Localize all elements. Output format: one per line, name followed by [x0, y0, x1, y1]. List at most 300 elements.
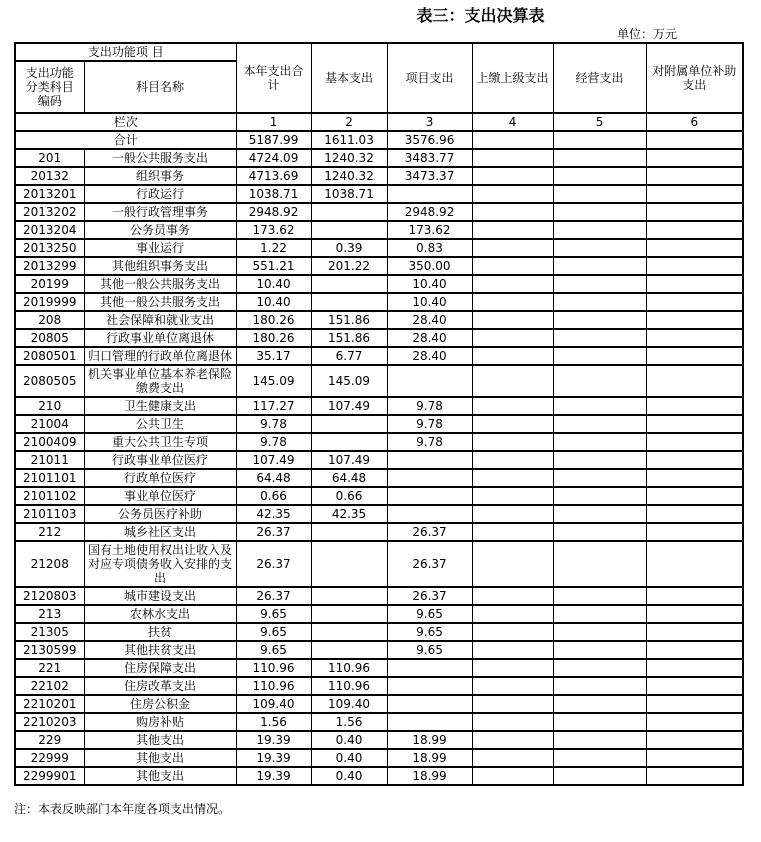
row-value — [646, 329, 743, 347]
table-row — [15, 523, 743, 541]
row-value — [646, 641, 743, 659]
table-row — [15, 329, 743, 347]
row-value — [646, 311, 743, 329]
row-value — [553, 433, 646, 451]
row-value — [553, 505, 646, 523]
lanci-number: 2 — [311, 113, 387, 131]
row-code: 2101102 — [15, 487, 84, 505]
row-value — [553, 523, 646, 541]
row-value: 9.65 — [387, 605, 472, 623]
total-value: 1611.03 — [311, 131, 387, 149]
row-value — [472, 623, 553, 641]
row-code: 2013250 — [15, 239, 84, 257]
row-code: 2013202 — [15, 203, 84, 221]
row-value — [311, 623, 387, 641]
row-code: 2120803 — [15, 587, 84, 605]
table-row — [15, 167, 743, 185]
header-name-label: 科目名称 — [84, 61, 236, 113]
row-value: 10.40 — [236, 275, 311, 293]
table-row — [15, 767, 743, 785]
row-value — [472, 203, 553, 221]
table-row — [15, 587, 743, 605]
table-row — [15, 397, 743, 415]
row-value: 9.78 — [387, 397, 472, 415]
row-value: 0.66 — [311, 487, 387, 505]
row-value — [387, 505, 472, 523]
header-col-total: 本年支出合计 — [236, 43, 311, 113]
row-code: 212 — [15, 523, 84, 541]
header-col-upper: 上缴上级支出 — [472, 43, 553, 113]
row-name: 其他组织事务支出 — [84, 257, 236, 275]
row-value: 0.83 — [387, 239, 472, 257]
total-value — [472, 131, 553, 149]
row-code: 2130599 — [15, 641, 84, 659]
row-name: 其他支出 — [84, 767, 236, 785]
header-group-title: 支出功能项 目 — [15, 43, 236, 61]
row-value — [553, 397, 646, 415]
row-value: 145.09 — [236, 365, 311, 397]
row-value: 26.37 — [387, 587, 472, 605]
row-value — [472, 415, 553, 433]
row-value: 109.40 — [236, 695, 311, 713]
row-value: 26.37 — [387, 523, 472, 541]
row-value: 173.62 — [387, 221, 472, 239]
row-value: 9.78 — [387, 433, 472, 451]
row-value — [646, 469, 743, 487]
table-row — [15, 185, 743, 203]
row-name: 行政运行 — [84, 185, 236, 203]
row-value — [472, 347, 553, 365]
row-value — [387, 659, 472, 677]
row-value — [646, 347, 743, 365]
row-value — [553, 659, 646, 677]
row-value — [472, 239, 553, 257]
row-value — [553, 167, 646, 185]
row-code: 20199 — [15, 275, 84, 293]
row-value: 10.40 — [236, 293, 311, 311]
table-row — [15, 731, 743, 749]
table-body — [15, 131, 743, 785]
row-name: 公共卫生 — [84, 415, 236, 433]
table-row — [15, 641, 743, 659]
row-name: 城乡社区支出 — [84, 523, 236, 541]
row-code: 2013299 — [15, 257, 84, 275]
total-value: 3576.96 — [387, 131, 472, 149]
row-value: 201.22 — [311, 257, 387, 275]
row-value — [472, 505, 553, 523]
row-name: 重大公共卫生专项 — [84, 433, 236, 451]
row-value — [646, 257, 743, 275]
row-value — [472, 451, 553, 469]
table-row — [15, 257, 743, 275]
row-value — [553, 623, 646, 641]
row-value: 1240.32 — [311, 167, 387, 185]
row-code: 2100409 — [15, 433, 84, 451]
row-value — [472, 641, 553, 659]
row-name: 住房公积金 — [84, 695, 236, 713]
row-name: 行政单位医疗 — [84, 469, 236, 487]
row-value — [646, 415, 743, 433]
row-value: 0.40 — [311, 731, 387, 749]
row-name: 其他支出 — [84, 749, 236, 767]
lanci-label: 栏次 — [15, 113, 236, 131]
row-value — [472, 433, 553, 451]
expenditure-table — [14, 42, 744, 786]
row-value — [553, 713, 646, 731]
row-value — [553, 185, 646, 203]
row-value: 1240.32 — [311, 149, 387, 167]
row-name: 事业单位医疗 — [84, 487, 236, 505]
row-value — [553, 415, 646, 433]
row-value: 145.09 — [311, 365, 387, 397]
table-row — [15, 433, 743, 451]
row-code: 2080505 — [15, 365, 84, 397]
table-row — [15, 221, 743, 239]
header-col-subsidy: 对附属单位补助支出 — [646, 43, 743, 113]
row-code: 20132 — [15, 167, 84, 185]
row-value — [472, 587, 553, 605]
row-value: 0.39 — [311, 239, 387, 257]
row-value — [646, 293, 743, 311]
row-code: 21305 — [15, 623, 84, 641]
row-value — [311, 587, 387, 605]
row-name: 公务员医疗补助 — [84, 505, 236, 523]
row-value — [553, 469, 646, 487]
row-code: 20805 — [15, 329, 84, 347]
lanci-number: 6 — [646, 113, 743, 131]
row-value — [472, 185, 553, 203]
row-value — [553, 641, 646, 659]
row-value — [553, 677, 646, 695]
row-value: 110.96 — [236, 677, 311, 695]
row-value — [387, 677, 472, 695]
page-title: 表三：支出决算表 — [416, 6, 545, 25]
row-name: 扶贫 — [84, 623, 236, 641]
row-code: 22102 — [15, 677, 84, 695]
row-code: 2210203 — [15, 713, 84, 731]
row-value — [553, 293, 646, 311]
row-name: 公务员事务 — [84, 221, 236, 239]
row-value — [553, 257, 646, 275]
row-name: 农林水支出 — [84, 605, 236, 623]
table-row — [15, 311, 743, 329]
row-name: 住房改革支出 — [84, 677, 236, 695]
row-name: 卫生健康支出 — [84, 397, 236, 415]
table-row — [15, 469, 743, 487]
lanci-number: 1 — [236, 113, 311, 131]
row-value: 151.86 — [311, 329, 387, 347]
row-value: 1.56 — [236, 713, 311, 731]
row-value — [553, 149, 646, 167]
table-row — [15, 487, 743, 505]
table-row — [15, 541, 743, 587]
row-value: 9.78 — [387, 415, 472, 433]
row-value: 4713.69 — [236, 167, 311, 185]
row-value — [472, 257, 553, 275]
row-value — [553, 587, 646, 605]
table-row — [15, 203, 743, 221]
row-value — [646, 433, 743, 451]
row-value — [646, 221, 743, 239]
row-value — [472, 365, 553, 397]
row-value: 26.37 — [387, 541, 472, 587]
row-value: 18.99 — [387, 731, 472, 749]
row-code: 22999 — [15, 749, 84, 767]
row-name: 购房补贴 — [84, 713, 236, 731]
row-value — [472, 541, 553, 587]
lanci-number: 3 — [387, 113, 472, 131]
row-value — [472, 311, 553, 329]
row-value: 9.65 — [236, 605, 311, 623]
row-name: 归口管理的行政单位离退休 — [84, 347, 236, 365]
row-value: 1.56 — [311, 713, 387, 731]
row-value — [553, 311, 646, 329]
row-value — [553, 541, 646, 587]
row-value: 1038.71 — [236, 185, 311, 203]
header-row-group — [15, 43, 743, 61]
row-value — [472, 695, 553, 713]
row-value — [553, 451, 646, 469]
row-code: 21011 — [15, 451, 84, 469]
header-col-basic: 基本支出 — [311, 43, 387, 113]
row-value — [472, 713, 553, 731]
row-value — [472, 767, 553, 785]
row-name: 事业运行 — [84, 239, 236, 257]
row-value: 9.78 — [236, 433, 311, 451]
row-value — [553, 329, 646, 347]
row-value — [646, 185, 743, 203]
row-value: 107.49 — [311, 397, 387, 415]
row-value: 173.62 — [236, 221, 311, 239]
row-name: 社会保障和就业支出 — [84, 311, 236, 329]
row-value — [553, 275, 646, 293]
row-value: 35.17 — [236, 347, 311, 365]
row-value — [387, 713, 472, 731]
row-value — [311, 221, 387, 239]
row-value — [646, 397, 743, 415]
row-value — [646, 541, 743, 587]
row-value: 42.35 — [311, 505, 387, 523]
row-value — [646, 239, 743, 257]
row-value — [311, 433, 387, 451]
row-value — [311, 523, 387, 541]
row-value: 110.96 — [311, 659, 387, 677]
table-row — [15, 149, 743, 167]
row-value: 10.40 — [387, 293, 472, 311]
row-value — [553, 731, 646, 749]
row-code: 21004 — [15, 415, 84, 433]
row-value: 0.40 — [311, 749, 387, 767]
table-row — [15, 293, 743, 311]
row-value: 19.39 — [236, 767, 311, 785]
row-value: 18.99 — [387, 767, 472, 785]
row-value — [646, 677, 743, 695]
footnote: 注：本表反映部门本年度各项支出情况。 — [14, 802, 231, 816]
row-value: 350.00 — [387, 257, 472, 275]
row-value — [646, 523, 743, 541]
row-value — [553, 487, 646, 505]
row-value: 28.40 — [387, 329, 472, 347]
header-code-label: 支出功能分类科目编码 — [15, 61, 84, 113]
row-value: 1038.71 — [311, 185, 387, 203]
row-code: 201 — [15, 149, 84, 167]
row-value: 109.40 — [311, 695, 387, 713]
row-value — [311, 293, 387, 311]
total-row — [15, 131, 743, 149]
row-code: 2019999 — [15, 293, 84, 311]
row-value — [387, 451, 472, 469]
row-value — [387, 185, 472, 203]
row-value — [472, 523, 553, 541]
row-name: 其他支出 — [84, 731, 236, 749]
table-row — [15, 275, 743, 293]
table-row — [15, 239, 743, 257]
row-value: 9.78 — [236, 415, 311, 433]
table-row — [15, 749, 743, 767]
row-value: 151.86 — [311, 311, 387, 329]
row-value — [472, 677, 553, 695]
row-value — [646, 149, 743, 167]
row-value: 9.65 — [236, 641, 311, 659]
row-value: 10.40 — [387, 275, 472, 293]
row-code: 221 — [15, 659, 84, 677]
row-value — [311, 203, 387, 221]
row-value: 64.48 — [236, 469, 311, 487]
row-code: 229 — [15, 731, 84, 749]
row-value — [472, 275, 553, 293]
row-value: 2948.92 — [236, 203, 311, 221]
row-value: 19.39 — [236, 731, 311, 749]
row-code: 2013201 — [15, 185, 84, 203]
row-value: 26.37 — [236, 523, 311, 541]
table-row — [15, 365, 743, 397]
row-value — [387, 695, 472, 713]
row-code: 2101101 — [15, 469, 84, 487]
table-row — [15, 677, 743, 695]
row-value — [553, 203, 646, 221]
row-value — [472, 605, 553, 623]
table-row — [15, 713, 743, 731]
row-value: 6.77 — [311, 347, 387, 365]
row-value — [646, 587, 743, 605]
row-name: 一般行政管理事务 — [84, 203, 236, 221]
row-value — [553, 767, 646, 785]
lanci-number: 4 — [472, 113, 553, 131]
row-value — [311, 275, 387, 293]
row-value — [472, 293, 553, 311]
row-value — [472, 469, 553, 487]
row-value — [646, 749, 743, 767]
row-value — [472, 221, 553, 239]
row-value — [646, 365, 743, 397]
row-value: 0.40 — [311, 767, 387, 785]
row-value — [311, 641, 387, 659]
row-value — [553, 749, 646, 767]
row-value: 2948.92 — [387, 203, 472, 221]
row-value: 110.96 — [236, 659, 311, 677]
row-value: 107.49 — [236, 451, 311, 469]
row-value — [646, 731, 743, 749]
row-value: 180.26 — [236, 329, 311, 347]
row-code: 2101103 — [15, 505, 84, 523]
table-row — [15, 505, 743, 523]
row-value — [646, 605, 743, 623]
row-value: 107.49 — [311, 451, 387, 469]
row-name: 机关事业单位基本养老保险缴费支出 — [84, 365, 236, 397]
row-code: 2299901 — [15, 767, 84, 785]
row-name: 城市建设支出 — [84, 587, 236, 605]
row-value — [472, 397, 553, 415]
row-value: 180.26 — [236, 311, 311, 329]
row-value: 28.40 — [387, 311, 472, 329]
row-value — [472, 167, 553, 185]
row-value — [387, 365, 472, 397]
row-value: 9.65 — [387, 623, 472, 641]
row-value: 18.99 — [387, 749, 472, 767]
row-value: 64.48 — [311, 469, 387, 487]
row-value — [553, 221, 646, 239]
lanci-number: 5 — [553, 113, 646, 131]
table-row — [15, 659, 743, 677]
table-row — [15, 623, 743, 641]
row-code: 2080501 — [15, 347, 84, 365]
row-value — [472, 329, 553, 347]
row-value: 1.22 — [236, 239, 311, 257]
header-col-operating: 经营支出 — [553, 43, 646, 113]
row-value — [472, 487, 553, 505]
row-code: 210 — [15, 397, 84, 415]
row-value — [646, 167, 743, 185]
total-value: 5187.99 — [236, 131, 311, 149]
row-name: 其他一般公共服务支出 — [84, 293, 236, 311]
row-value: 9.65 — [236, 623, 311, 641]
row-value — [472, 149, 553, 167]
row-name: 组织事务 — [84, 167, 236, 185]
row-value: 0.66 — [236, 487, 311, 505]
lanci-row — [15, 113, 743, 131]
row-value — [387, 469, 472, 487]
row-name: 行政事业单位医疗 — [84, 451, 236, 469]
row-value: 28.40 — [387, 347, 472, 365]
row-code: 208 — [15, 311, 84, 329]
row-value — [311, 415, 387, 433]
row-code: 213 — [15, 605, 84, 623]
row-value — [472, 659, 553, 677]
row-value — [646, 767, 743, 785]
row-value: 117.27 — [236, 397, 311, 415]
row-name: 一般公共服务支出 — [84, 149, 236, 167]
table-row — [15, 415, 743, 433]
row-name: 行政事业单位离退休 — [84, 329, 236, 347]
row-value — [311, 605, 387, 623]
row-name: 国有土地使用权出让收入及对应专项债务收入安排的支出 — [84, 541, 236, 587]
row-value: 42.35 — [236, 505, 311, 523]
row-value — [472, 731, 553, 749]
row-value — [553, 605, 646, 623]
row-value — [553, 347, 646, 365]
row-value — [646, 275, 743, 293]
row-value — [646, 203, 743, 221]
row-value: 551.21 — [236, 257, 311, 275]
row-value: 19.39 — [236, 749, 311, 767]
row-name: 其他扶贫支出 — [84, 641, 236, 659]
row-value — [646, 505, 743, 523]
row-value — [646, 659, 743, 677]
row-value: 26.37 — [236, 541, 311, 587]
total-value — [553, 131, 646, 149]
row-value: 26.37 — [236, 587, 311, 605]
row-value — [387, 487, 472, 505]
